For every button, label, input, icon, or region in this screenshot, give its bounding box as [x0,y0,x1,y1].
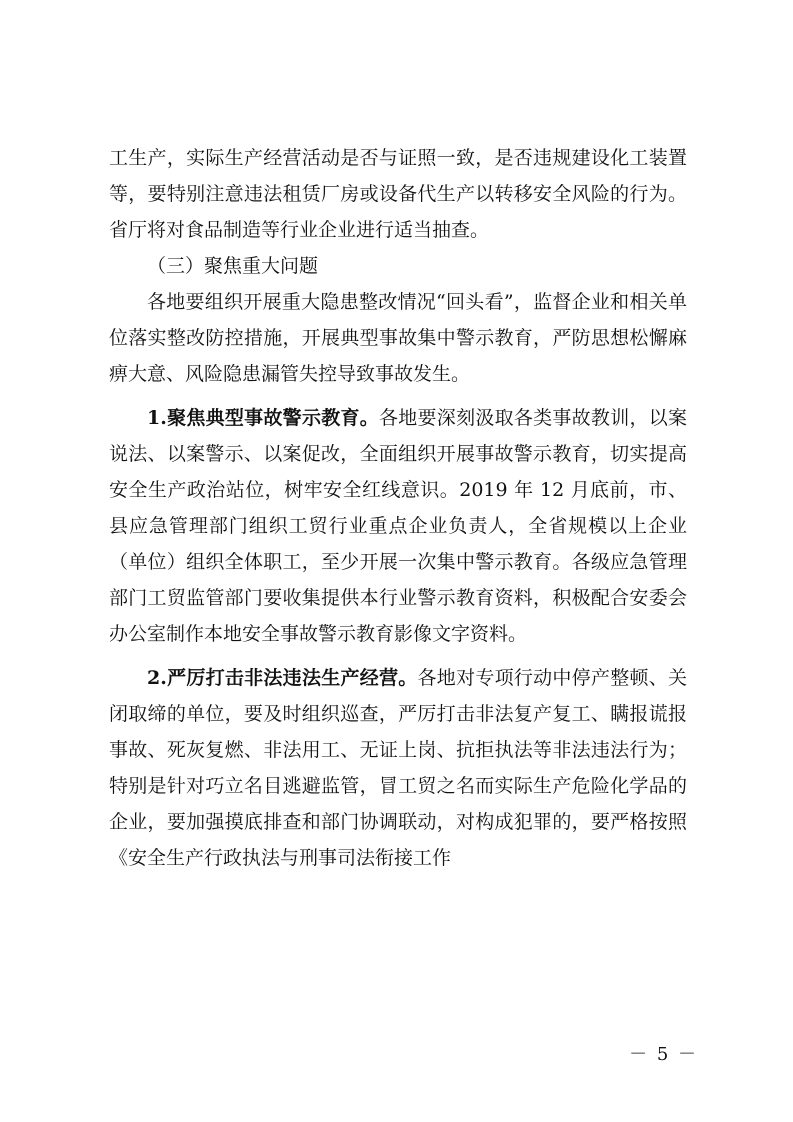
page-number: － 5 － [629,1044,698,1065]
item-2-text: 各地对专项行动中停产整顿、关闭取缔的单位，要及时组织巡查，严厉打击非法复产复工、瞒报谎报事故、死灰复燃、非法用工、无证上岗、抗拒执法等非法违法行为；特别是针对巧立名目逃避监管，冒工贸之名而实际生产危险化学品的企业，要加强摸底排查和部门协调联动，对构成犯罪的，要严格按照《安全生产行政执法与刑事司法衔接工作 [109,667,687,869]
paragraph-continuation [109,140,687,248]
paragraph-intro [109,284,687,392]
section-heading-text: （三）聚焦重大问题 [147,255,319,277]
document-body [109,140,687,876]
paragraph-item-1 [109,400,687,652]
item-1-text: 各地要深刻汲取各类事故教训，以案说法、以案警示、以案促改，全面组织开展事故警示教育，切实提高安全生产政治站位，树牢安全红线意识。2019 年 12 月底前，市、县应急管理部门组织工贸行业重点企业负责人，全省规模以上企业（单位）组织全体职工，至少开展一次集中警示教育。各级应急管理部门工贸监管部门要收集提供本行业警示教育资料，积极配合安委会办公室制作本地安全事故警示教育影像文字资料。 [109,407,687,645]
paragraph-text: 各地要组织开展重大隐患整改情况“回头看”，监督企业和相关单位落实整改防控措施，开展典型事故集中警示教育，严防思想松懈麻痹大意、风险隐患漏管失控导致事故发生。 [109,291,687,385]
section-heading [109,248,687,284]
item-2-lead: 2.严厉打击非法违法生产经营。 [147,667,418,689]
paragraph-text: 工生产，实际生产经营活动是否与证照一致，是否违规建设化工装置等，要特别注意违法租赁厂房或设备代生产以转移安全风险的行为。省厅将对食品制造等行业企业进行适当抽查。 [109,147,687,241]
paragraph-item-2 [109,660,687,876]
item-1-lead: 1.聚焦典型事故警示教育。 [147,407,380,429]
